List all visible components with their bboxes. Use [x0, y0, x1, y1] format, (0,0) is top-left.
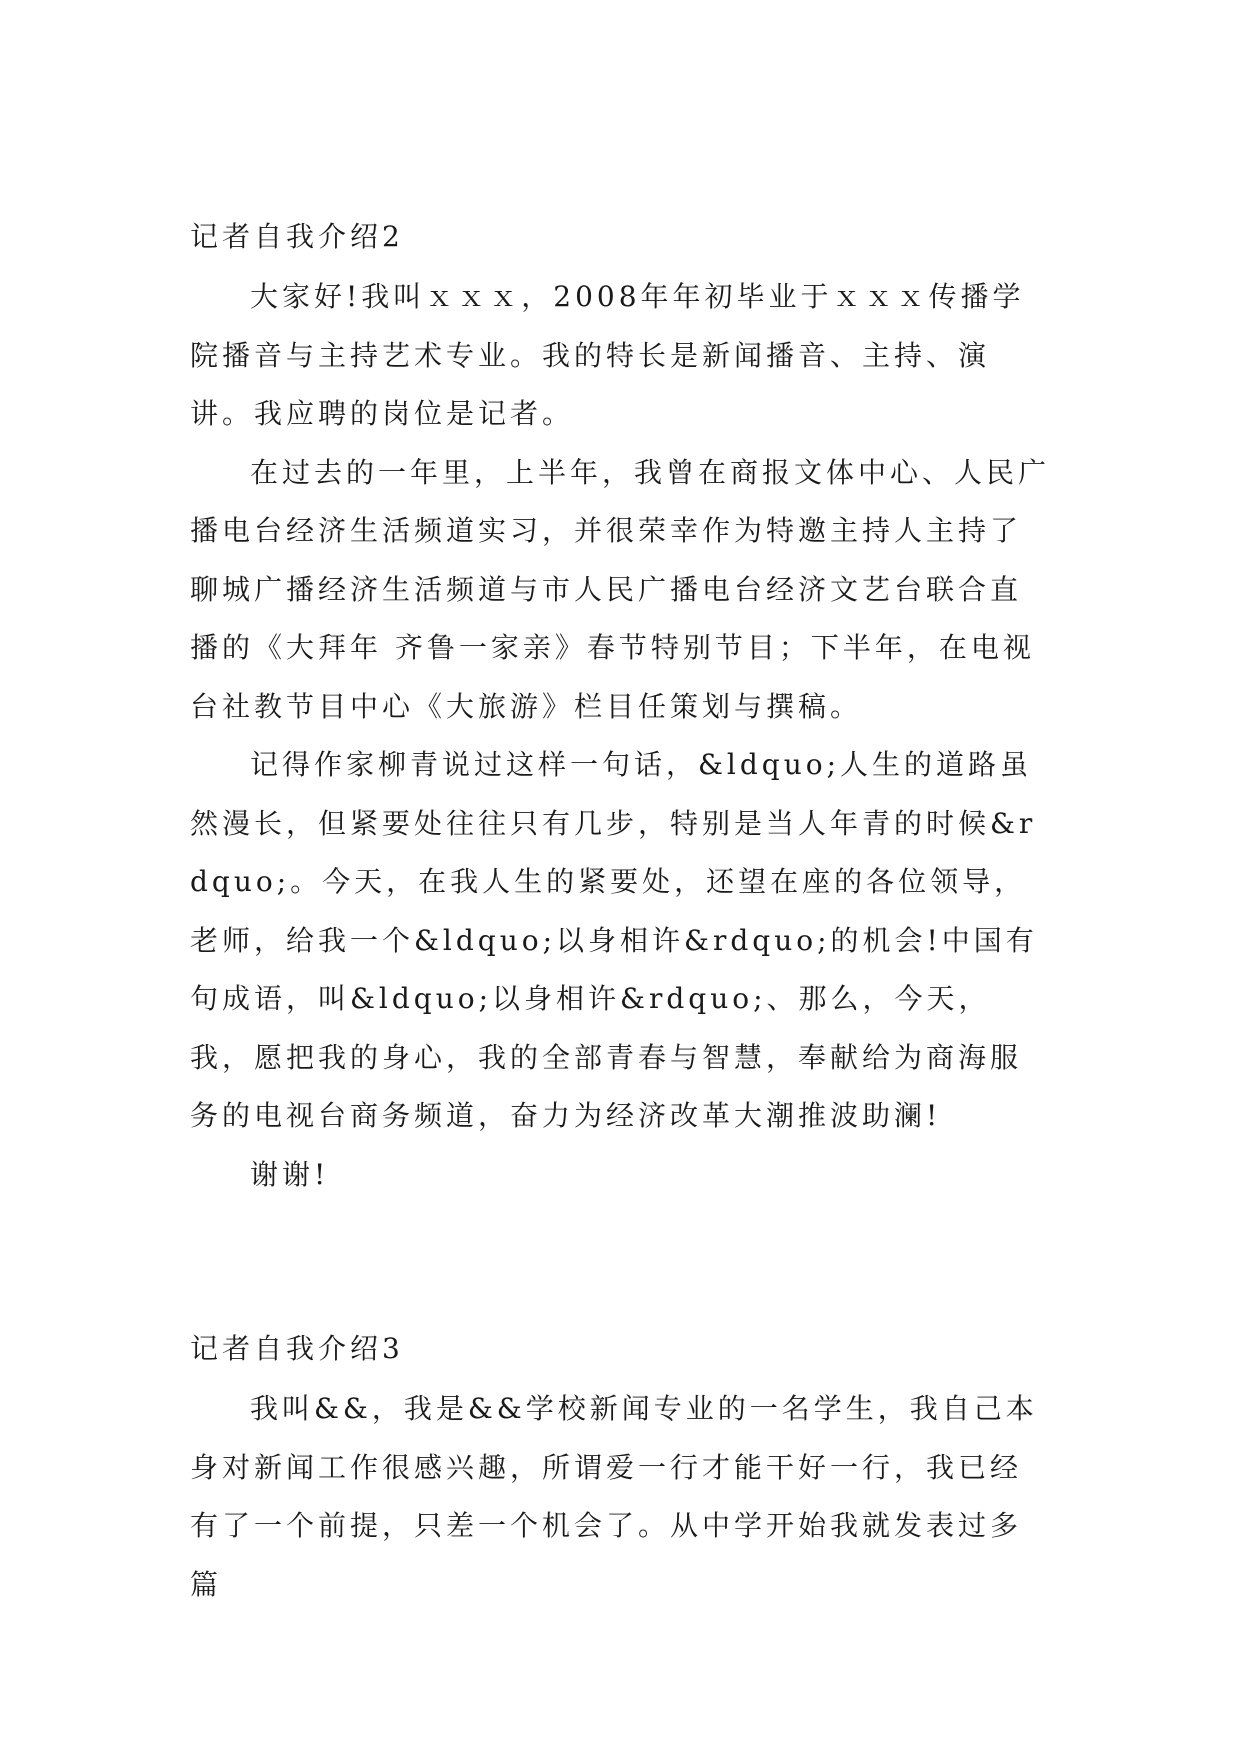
paragraph: 大家好!我叫ｘｘｘ，2008年年初毕业于ｘｘｘ传播学院播音与主持艺术专业。我的特长是新闻播音、主持、演讲。我应聘的岗位是记者。 — [190, 280, 1025, 430]
paragraph: 在过去的一年里，上半年，我曾在商报文体中心、人民广播电台经济生活频道实习，并很荣幸作为特邀主持人主持了聊城广播经济生活频道与市人民广播电台经济文艺台联合直播的《大拜年 齐鲁一家亲》春节特别节目；下半年，在电视台社教节目中心《大旅游》栏目任策划与撰稿。 — [190, 455, 1051, 723]
section-heading: 记者自我介绍2 — [190, 220, 404, 253]
paragraph: 记得作家柳青说过这样一句话，&ldquo;人生的道路虽然漫长，但紧要处往往只有几步，特别是当人年青的时候&rdquo;。今天，在我人生的紧要处，还望在座的各位领导，老师，给我一个&ldquo;以身相许&rdquo;的机会!中国有句成语，叫&ldquo;以身相许&rdquo;、那么，今天，我，愿把我的身心，我的全部青春与智慧，奉献给为商海服务的电视台商务频道，奋力为经济改革大潮推波助澜! — [190, 748, 1038, 1132]
section-intro-2 — [190, 218, 1050, 1204]
section-intro-3 — [190, 1330, 1050, 1614]
section-heading: 记者自我介绍3 — [190, 1332, 404, 1365]
paragraph: 谢谢! — [250, 1157, 330, 1191]
paragraph: 我叫&&，我是&&学校新闻专业的一名学生，我自己本身对新闻工作很感兴趣，所谓爱一行才能干好一行，我已经有了一个前提，只差一个机会了。从中学开始我就发表过多篇 — [190, 1392, 1038, 1601]
